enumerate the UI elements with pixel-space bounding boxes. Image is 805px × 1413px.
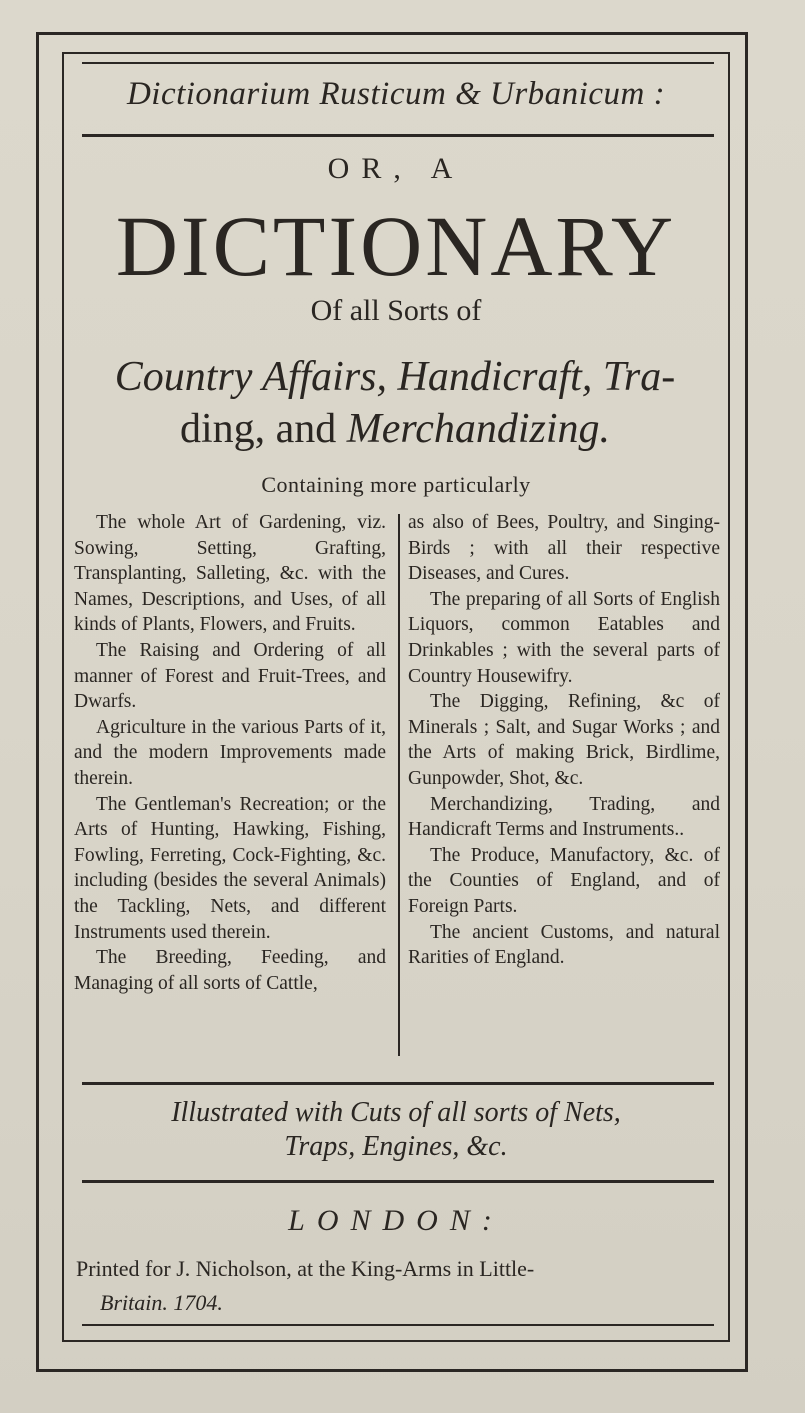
title-rule <box>82 134 714 137</box>
bottom-rule <box>82 1324 714 1326</box>
contents-paragraph: The Breeding, Feeding, and Managing of all sorts of Cattle, <box>74 947 386 994</box>
contents-paragraph: The Produce, Manufactory, &c. of the Counties of England, and of Foreign Parts. <box>408 844 720 917</box>
illustrated-bottom-rule <box>82 1180 714 1183</box>
column-divider <box>398 514 400 1056</box>
illustrated-top-rule <box>82 1082 714 1085</box>
contents-paragraph: The Gentleman's Recreation; or the Arts of Hunting, Hawking, Fishing, Fowling, Ferreting, Cock-Fighting, &c. including (besides the several Animals) the Tackling, Nets, and different Instruments used therein. <box>74 793 386 943</box>
contents-paragraph: Merchandizing, Trading, and Handicraft Terms and Instruments.. <box>408 793 720 841</box>
contents-paragraph: as also of Bees, Poultry, and Singing-Birds ; with all their respective Diseases, and Cures. <box>408 512 720 585</box>
contents-left-column <box>74 510 386 996</box>
contents-paragraph: The ancient Customs, and natural Rarities of England. <box>408 921 720 969</box>
or-a-heading: OR, A <box>327 152 465 185</box>
contents-paragraph: The Raising and Ordering of all manner of Forest and Fruit-Trees, and Dwarfs. <box>74 639 386 713</box>
subject-line-2 <box>70 404 720 454</box>
contents-right-column <box>408 510 720 971</box>
contents-paragraph: The preparing of all Sorts of English Liquors, common Eatables and Drinkables ; with the several parts of Country Housewifry. <box>408 588 720 687</box>
containing-heading: Containing more particularly <box>261 472 531 497</box>
illustrated-line-2: Traps, Engines, &c. <box>284 1131 508 1162</box>
imprint-city: LONDON: <box>288 1204 504 1237</box>
subject-line-2-italic: Merchandizing. <box>346 406 611 452</box>
imprint <box>76 1252 726 1320</box>
subject-line-2-roman: ding, and <box>179 406 347 452</box>
contents-paragraph: The Digging, Refining, &c of Minerals ; Salt, and Sugar Works ; and the Arts of making Brick, Birdlime, Gunpowder, Shot, &c. <box>408 691 720 789</box>
top-rule <box>82 62 714 64</box>
contents-paragraph: The whole Art of Gardening, viz. Sowing, Setting, Grafting, Transplanting, Salleting, &c. with the Names, Descriptions, and Uses, of all kinds of Plants, Flowers, and Fruits. <box>74 512 386 636</box>
latin-title: Dictionarium Rusticum & Urbanicum : <box>126 76 666 112</box>
of-all-sorts: Of all Sorts of <box>310 294 482 327</box>
main-title: DICTIONARY <box>115 198 677 294</box>
contents-paragraph: Agriculture in the various Parts of it, and the modern Improvements made therein. <box>74 716 386 789</box>
imprint-line-1: Printed for J. Nicholson, at the King-Arms in Little- <box>76 1256 535 1281</box>
illustrated-line-1: Illustrated with Cuts of all sorts of Nets, <box>171 1097 621 1128</box>
illustrated-note <box>62 1096 730 1164</box>
imprint-line-2: Britain. 1704. <box>100 1290 223 1315</box>
subject-line-1: Country Affairs, Handicraft, Tra- <box>114 354 676 400</box>
